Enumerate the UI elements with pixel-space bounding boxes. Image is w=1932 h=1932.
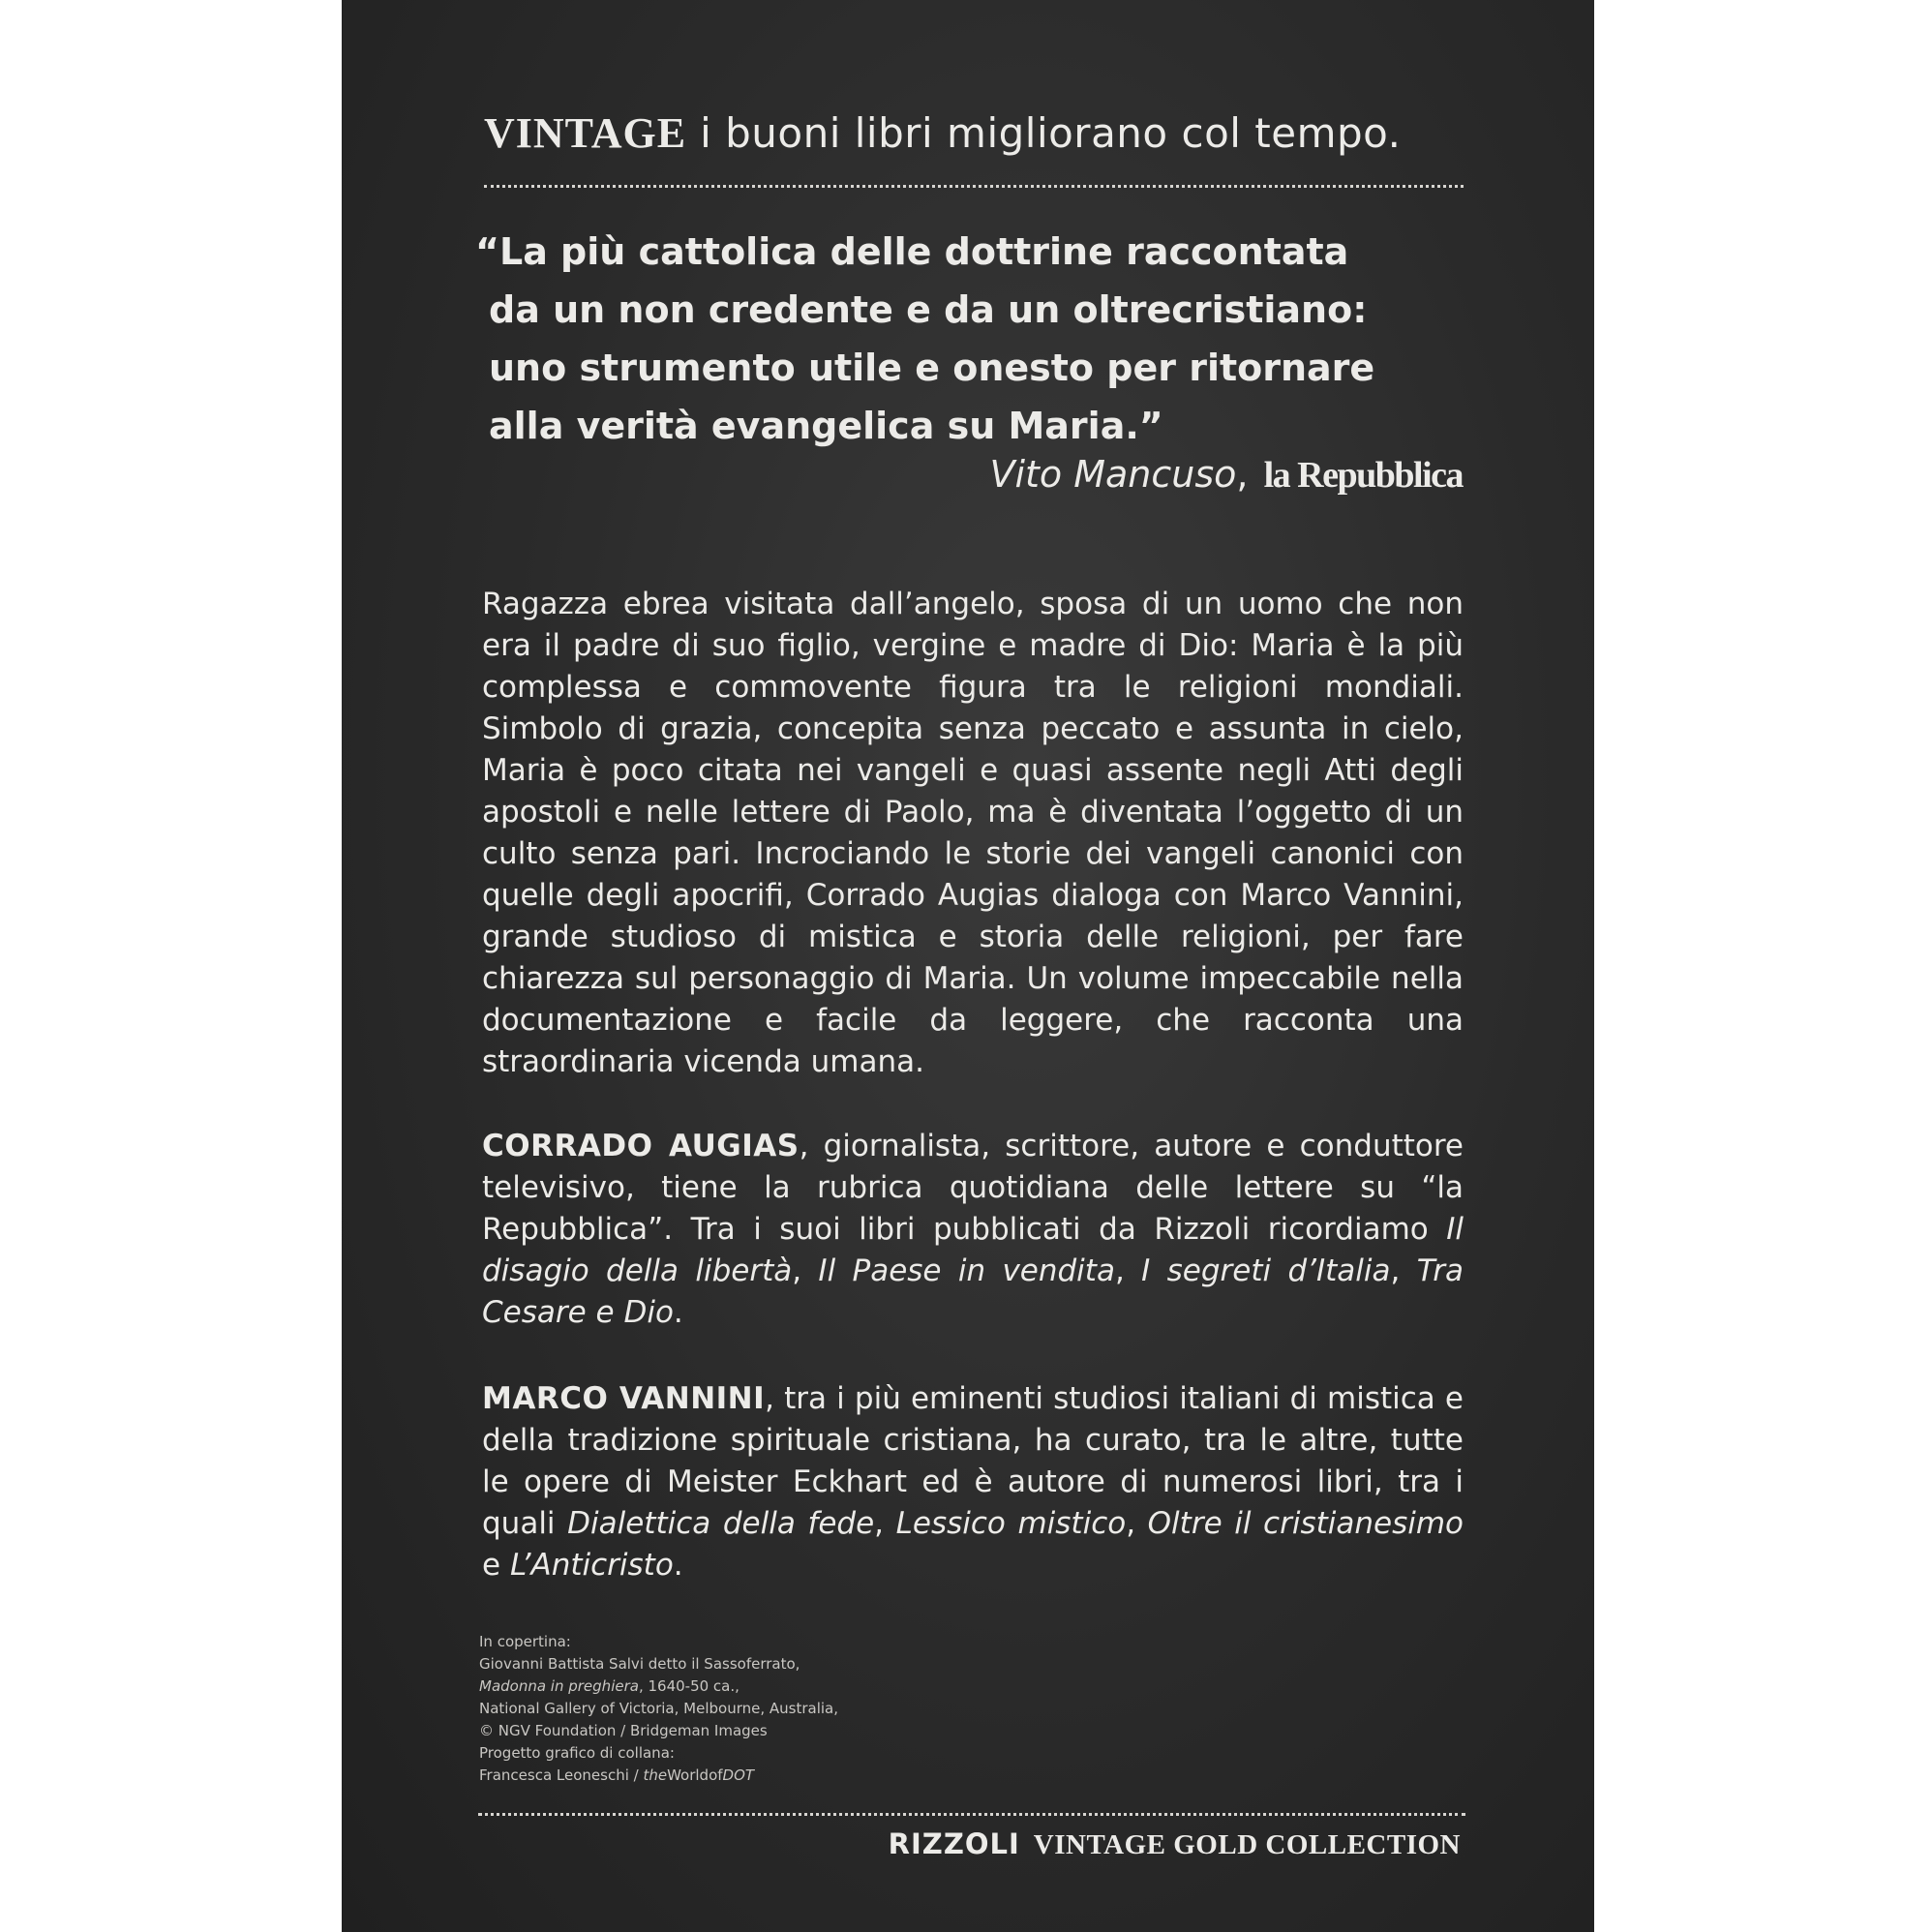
author-bio-vannini: MARCO VANNINI, tra i più eminenti studiosi italiani di mistica e della tradizione spirituale cristiana, ha curato, tra le altre, tutte le opere di Meister Eckhart ed è autore di numerosi libri, tra i quali Dialettica della fede, Lessico mistico, Oltre il cristianesimo e L’Anticristo.: [482, 1381, 1464, 1583]
book-title: Lessico mistico: [895, 1506, 1127, 1541]
series-tagline: [484, 105, 1471, 163]
quote-line: uno strumento utile e onesto per ritornare: [489, 347, 1375, 389]
book-title: Oltre il cristianesimo: [1147, 1506, 1464, 1541]
bottom-dotted-divider: [478, 1813, 1465, 1816]
book-title: Dialettica della fede: [567, 1506, 875, 1541]
author-name: MARCO VANNINI: [482, 1381, 766, 1416]
credit-line: © NGV Foundation / Bridgeman Images: [479, 1722, 768, 1739]
quote-line: “La più cattolica delle dottrine raccontata: [475, 230, 1349, 273]
series-brand: VINTAGE: [484, 109, 687, 157]
press-quote: [475, 223, 1482, 455]
quote-attribution: [989, 453, 1463, 497]
collection-name: VINTAGE GOLD COLLECTION: [1033, 1829, 1461, 1860]
book-back-cover: [342, 0, 1594, 1932]
book-title: Il disagio della libertà: [482, 1212, 1464, 1288]
top-dotted-divider: [484, 185, 1464, 188]
author-name: CORRADO AUGIAS: [482, 1129, 800, 1163]
author-bio-augias: CORRADO AUGIAS, giornalista, scrittore, autore e conduttore televisivo, tiene la rubrica quotidiana delle lettere su “la Repubblica”. Tra i suoi libri pubblicati da Rizzoli ricordiamo Il disagio della libertà, Il Paese in vendita, I segreti d’Italia, Tra Cesare e Dio.: [482, 1129, 1464, 1330]
book-title: L’Anticristo: [509, 1548, 674, 1583]
book-title: I segreti d’Italia: [1141, 1253, 1391, 1288]
publisher-line: [889, 1827, 1461, 1861]
credit-line: Giovanni Battista Salvi detto il Sassoferrato,: [479, 1655, 800, 1673]
credit-line: In copertina:: [479, 1633, 571, 1650]
credit-line: Francesca Leoneschi / theWorldofDOT: [479, 1766, 755, 1784]
attribution-separator: ,: [1236, 453, 1249, 496]
quote-author: Vito Mancuso: [989, 453, 1237, 496]
series-slogan: i buoni libri migliorano col tempo.: [700, 109, 1402, 157]
credit-line: Madonna in preghiera, 1640-50 ca.,: [479, 1677, 740, 1695]
newspaper-logo: la Repubblica: [1263, 455, 1463, 496]
bio-text: , tra i più eminenti studiosi italiani di mistica e della tradizione spirituale cristiana, ha curato, tra le altre, tutte le opere di Meister Eckhart ed è autore di numerosi libri, tra i quali: [482, 1381, 1464, 1541]
publisher-name: RIZZOLI: [888, 1827, 1020, 1860]
book-title: Il Paese in vendita: [818, 1253, 1115, 1288]
book-description: Ragazza ebrea visitata dall’angelo, sposa di un uomo che non era il padre di suo figlio, vergine e madre di Dio: Maria è la più complessa e commovente figura tra le religioni mondiali. Simbolo di grazia, concepita senza peccato e assunta in cielo, Maria è poco citata nei vangeli e quasi assente negli Atti degli apostoli e nelle lettere di Paolo, ma è diventata l’oggetto di un culto senza pari. Incrociando le storie dei vangeli canonici con quelle degli apocrifi, Corrado Augias dialoga con Marco Vannini, grande studioso di mistica e storia delle religioni, per fare chiarezza sul personaggio di Maria. Un volume impeccabile nella documentazione e facile da leggere, che racconta una straordinaria vicenda umana.: [482, 587, 1464, 1079]
quote-line: da un non credente e da un oltrecristiano:: [489, 288, 1368, 331]
quote-line: alla verità evangelica su Maria.”: [489, 405, 1163, 447]
cover-credits: [479, 1631, 1060, 1787]
credit-line: National Gallery of Victoria, Melbourne, Australia,: [479, 1700, 838, 1717]
artwork-title: Madonna in preghiera: [479, 1677, 639, 1695]
credit-line: Progetto grafico di collana:: [479, 1744, 675, 1762]
bio-text: , giornalista, scrittore, autore e conduttore televisivo, tiene la rubrica quotidiana delle lettere su “la Repubblica”. Tra i suoi libri pubblicati da Rizzoli ricordiamo: [482, 1129, 1464, 1247]
book-title: Tra Cesare e Dio: [482, 1253, 1464, 1330]
